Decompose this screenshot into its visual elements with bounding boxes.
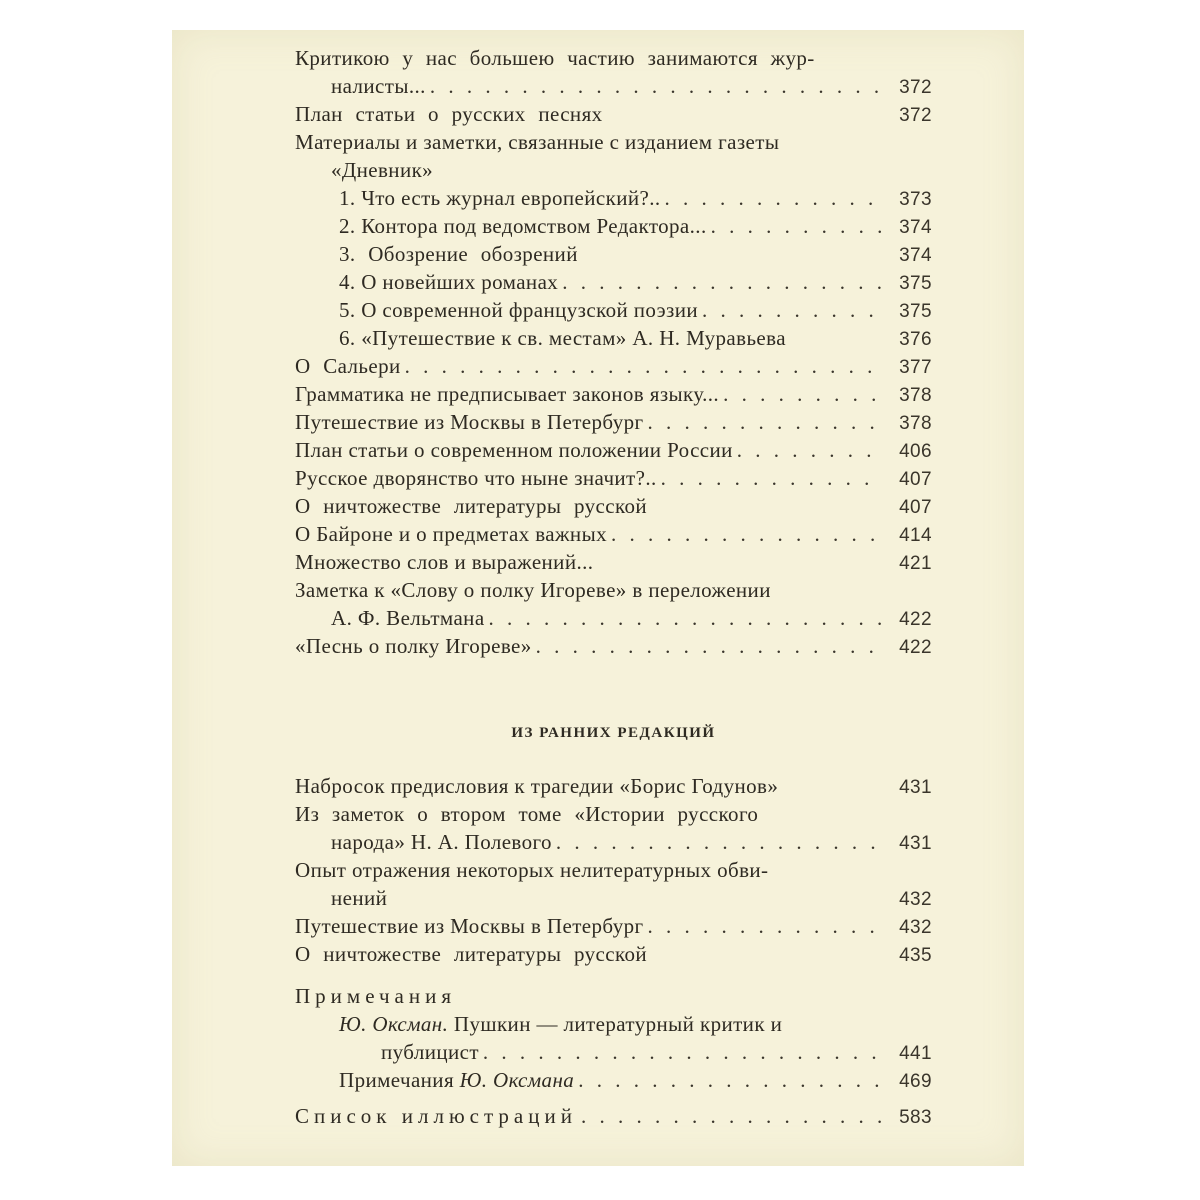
notes-heading: Примечания [295,984,457,1008]
toc-page-number: 421 [899,553,932,574]
toc-page-number: 374 [899,245,932,266]
toc-entry-title: «Дневник» [331,158,434,182]
toc-entry-title: нений [331,886,388,910]
toc-entry-title: Из заметок о втором томе «Истории русского [295,802,759,826]
toc-entry [295,828,932,856]
author-name: Ю. Оксмана [459,1068,575,1092]
toc-entry-line [295,982,932,1010]
toc-entry [295,884,932,912]
toc-page-number: 431 [899,777,932,798]
toc-page-number: 375 [899,301,932,322]
toc-page-number: 414 [899,525,932,546]
toc-page-number: 407 [899,497,932,518]
toc-entry [295,492,932,520]
dot-leader [661,464,884,492]
toc-entry-title: Опыт отражения некоторых нелитературных обви- [295,858,769,882]
author-name: Ю. Оксман. [339,1012,449,1036]
toc-page-number: 378 [899,385,932,406]
dot-leader [702,296,884,324]
dot-leader [665,184,884,212]
table-of-contents [295,44,932,1130]
dot-leader [556,828,884,856]
toc-entry-title: налисты... [331,74,426,98]
toc-entry [295,632,932,660]
toc-page-number: 406 [899,441,932,462]
dot-leader [723,380,884,408]
toc-page-number: 377 [899,357,932,378]
toc-entry-line [295,44,932,72]
toc-entry-title: План статьи о современном положении России [295,438,733,462]
toc-entry-title: 3. Обозрение обозрений [339,242,578,266]
dot-leader [405,352,884,380]
toc-entry [295,380,932,408]
toc-entry [295,72,932,100]
toc-entry [295,940,932,968]
toc-page-number: 373 [899,189,932,210]
toc-entry-line [295,800,932,828]
toc-entry [295,408,932,436]
toc-entry-title: 2. Контора под ведомством Редактора... [339,214,707,238]
dot-leader [562,268,884,296]
toc-entry [295,268,932,296]
toc-entry [295,1102,932,1130]
toc-entry-title: народа» Н. А. Полевого [331,830,552,854]
toc-page-number: 375 [899,273,932,294]
toc-entry-title: 1. Что есть журнал европейский?.. [339,186,661,210]
toc-entry-line [295,856,932,884]
toc-entry-title: 5. О современной французской поэзии [339,298,698,322]
toc-page-number: 372 [899,105,932,126]
toc-entry-title: 4. О новейших романах [339,270,559,294]
toc-page-number: 376 [899,329,932,350]
toc-page-number: 469 [899,1071,932,1092]
toc-entry [295,324,932,352]
toc-entry-line [295,576,932,604]
dot-leader [648,912,884,940]
dot-leader [737,436,884,464]
toc-entry-title: публицист [381,1040,479,1064]
toc-entry-title: О ничтожестве литературы русской [295,942,648,966]
toc-entry-title: Множество слов и выражений... [295,550,594,574]
toc-entry-title: А. Ф. Вельтмана [331,606,485,630]
toc-page-number: 432 [899,889,932,910]
toc-entry [295,1066,932,1094]
dot-leader [489,604,884,632]
toc-page-number: 372 [899,77,932,98]
toc-page-number: 435 [899,945,932,966]
toc-entry-title: Путешествие из Москвы в Петербург [295,914,644,938]
toc-page-number: 374 [899,217,932,238]
toc-page-number: 432 [899,917,932,938]
toc-page-number: 422 [899,637,932,658]
toc-entry-title: Список иллюстраций [295,1104,577,1128]
dot-leader [581,1102,884,1130]
toc-entry [295,772,932,800]
toc-entry [295,520,932,548]
toc-page-number: 378 [899,413,932,434]
toc-entry-title: Материалы и заметки, связанные с изданием газеты [295,130,780,154]
toc-entry-title: О ничтожестве литературы русской [295,494,648,518]
toc-entry-title: Примечания [339,1068,455,1092]
toc-entry [295,1038,932,1066]
toc-entry [295,212,932,240]
toc-page-number: 422 [899,609,932,630]
toc-entry-title: Путешествие из Москвы в Петербург [295,410,644,434]
toc-entry [295,296,932,324]
dot-leader [711,212,884,240]
dot-leader [611,520,884,548]
toc-entry-title: Пушкин — литературный критик и [453,1012,783,1036]
toc-entry-title: Набросок предисловия к трагедии «Борис Годунов» [295,774,779,798]
dot-leader [536,632,884,660]
toc-page-number: 431 [899,833,932,854]
toc-entry-title: Критикою у нас большею частию занимаются жур- [295,46,815,70]
toc-entry-title: О Байроне и о предметах важных [295,522,607,546]
dot-leader [578,1066,884,1094]
toc-entry-title: Грамматика не предписывает законов языку... [295,382,720,406]
toc-entry [295,184,932,212]
toc-entry-title: Русское дворянство что ныне значит?.. [295,466,657,490]
dot-leader [430,72,884,100]
toc-entry-title: «Песнь о полку Игореве» [295,634,532,658]
toc-entry [295,436,932,464]
toc-entry [295,100,932,128]
toc-entry-title: 6. «Путешествие к св. местам» А. Н. Муравьева [339,326,786,350]
toc-entry-title: План статьи о русских песнях [295,102,603,126]
toc-entry [295,912,932,940]
toc-entry-title: Заметка к «Слову о полку Игореве» в переложении [295,578,771,602]
section-heading: ИЗ РАННИХ РЕДАКЦИЙ [511,725,716,741]
toc-page-number: 407 [899,469,932,490]
toc-entry [295,464,932,492]
toc-entry [295,352,932,380]
dot-leader [483,1038,884,1066]
toc-entry [295,240,932,268]
toc-page-number: 583 [899,1107,932,1128]
toc-entry [295,604,932,632]
toc-entry-title: О Сальери [295,354,401,378]
toc-entry [295,548,932,576]
dot-leader [648,408,884,436]
toc-entry-line [295,156,932,184]
toc-entry-line [295,128,932,156]
toc-page-number: 441 [899,1043,932,1064]
toc-entry-line [295,1010,932,1038]
